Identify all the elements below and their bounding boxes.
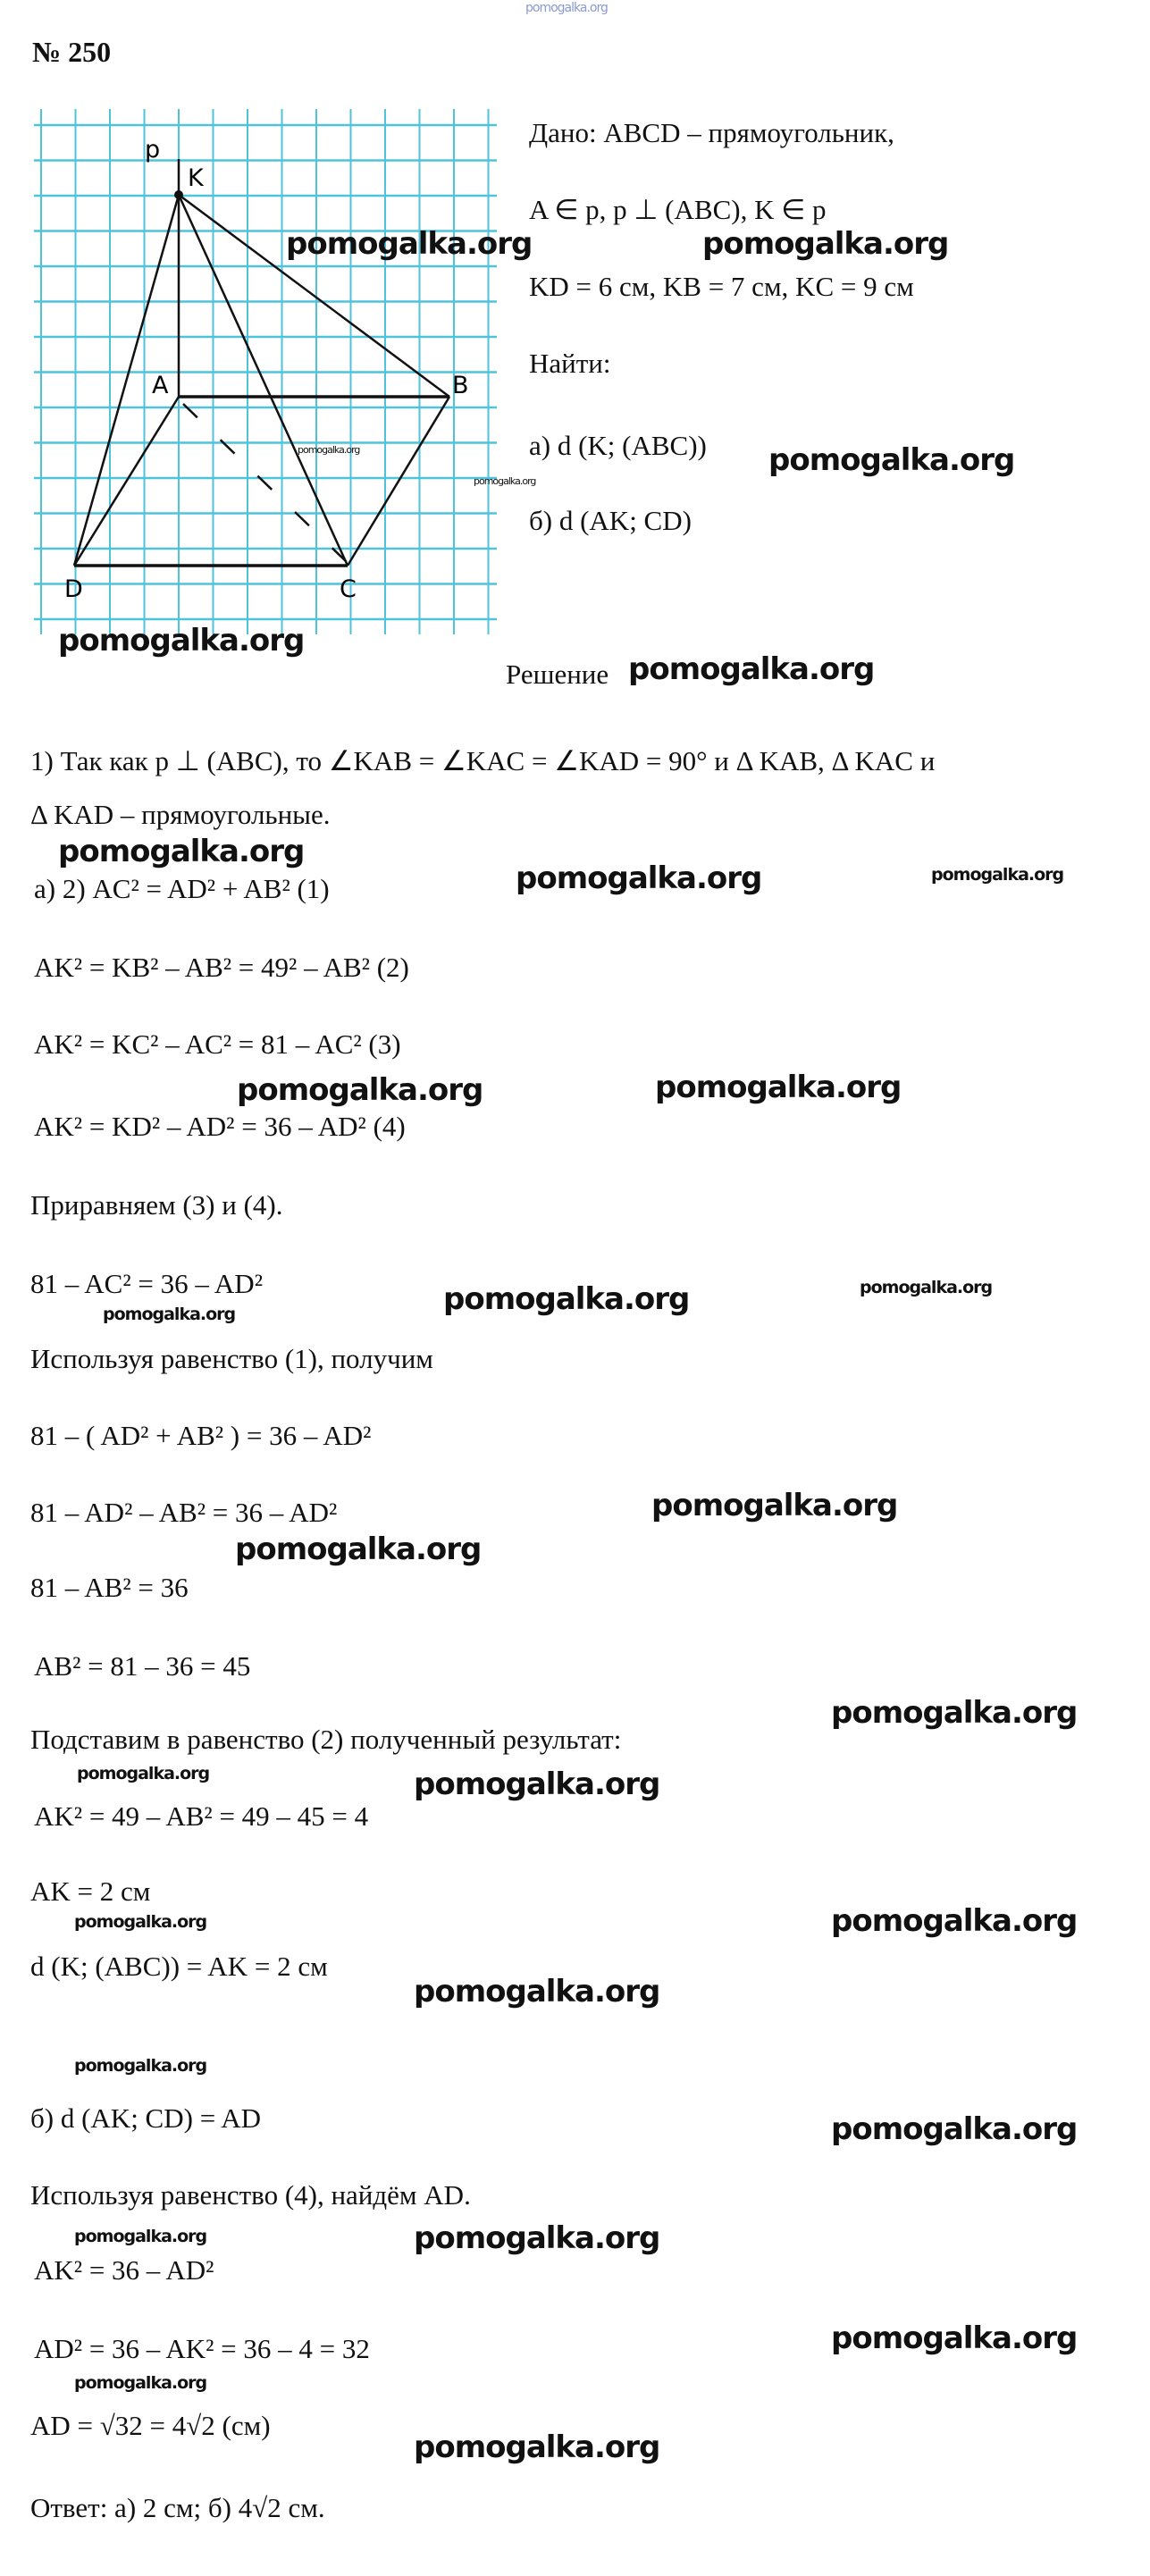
watermark: pomogalka.org xyxy=(414,1974,660,2010)
label-B: B xyxy=(452,372,469,399)
watermark: pomogalka.org xyxy=(77,1764,210,1783)
task-number: № 250 xyxy=(32,36,112,68)
watermark: pomogalka.org xyxy=(74,2227,207,2246)
watermark: pomogalka.org xyxy=(298,444,360,456)
watermark: pomogalka.org xyxy=(286,226,533,262)
watermark: pomogalka.org xyxy=(768,442,1015,478)
solution-line: Ответ: а) 2 см; б) 4√2 см. xyxy=(30,2492,325,2523)
solution-line: 81 – AC² = 36 – AD² xyxy=(30,1268,263,1299)
label-C: C xyxy=(340,575,357,603)
watermark: pomogalka.org xyxy=(103,1305,236,1324)
solution-line: 81 – AD² – AB² = 36 – AD² xyxy=(30,1497,338,1528)
watermark: pomogalka.org xyxy=(860,1278,993,1297)
given-line: а) d (K; (ABC)) xyxy=(529,430,707,461)
given-line: A ∈ p, p ⊥ (ABC), K ∈ p xyxy=(529,194,827,225)
header-watermark: pomogalka.org xyxy=(525,1,608,15)
given-line: KD = 6 см, KB = 7 см, KC = 9 см xyxy=(529,271,914,302)
watermark: pomogalka.org xyxy=(74,1912,207,1932)
edge-KB xyxy=(179,195,449,397)
solution-line: а) 2) AC² = AD² + AB² (1) xyxy=(34,873,330,904)
solution-line: AK² = 49 – AB² = 49 – 45 = 4 xyxy=(34,1800,369,1832)
solution-line: 81 – ( AD² + AB² ) = 36 – AD² xyxy=(30,1420,372,1451)
watermark: pomogalka.org xyxy=(628,651,875,687)
watermark: pomogalka.org xyxy=(831,1903,1078,1939)
solution-line: Δ KAD – прямоугольные. xyxy=(30,799,331,830)
solution-line: AK² = KC² – AC² = 81 – AC² (3) xyxy=(34,1028,401,1060)
watermark: pomogalka.org xyxy=(516,860,762,896)
geometry-diagram xyxy=(0,0,500,643)
solution-line: 1) Так как p ⊥ (ABC), то ∠KAB = ∠KAC = ∠KAD = 90° и Δ KAB, Δ KAC и xyxy=(30,745,936,776)
solution-heading: Решение xyxy=(506,659,609,690)
solution-line: AD = √32 = 4√2 (см) xyxy=(30,2410,271,2441)
solution-line: Используя равенство (4), найдём AD. xyxy=(30,2179,471,2211)
watermark: pomogalka.org xyxy=(655,1070,902,1105)
point-K xyxy=(174,190,183,199)
watermark: pomogalka.org xyxy=(74,2056,207,2076)
watermark: pomogalka.org xyxy=(237,1072,483,1108)
solution-line: б) d (AK; CD) = AD xyxy=(30,2102,261,2134)
solution-line: d (K; (ABC)) = AK = 2 см xyxy=(30,1951,328,1982)
watermark: pomogalka.org xyxy=(414,1766,660,1802)
solution-line: 81 – AB² = 36 xyxy=(30,1572,189,1603)
solution-line: AD² = 36 – AK² = 36 – 4 = 32 xyxy=(34,2333,370,2364)
watermark: pomogalka.org xyxy=(831,1695,1078,1731)
solution-line: AK² = 36 – AD² xyxy=(34,2254,214,2286)
watermark: pomogalka.org xyxy=(414,2429,660,2465)
watermark: pomogalka.org xyxy=(474,475,536,487)
watermark: pomogalka.org xyxy=(651,1488,898,1523)
edge-AD xyxy=(74,397,179,566)
watermark: pomogalka.org xyxy=(58,834,305,869)
label-A: A xyxy=(152,372,169,399)
watermark: pomogalka.org xyxy=(58,623,305,659)
watermark: pomogalka.org xyxy=(702,226,949,262)
given-line: Найти: xyxy=(529,348,611,379)
watermark: pomogalka.org xyxy=(74,2373,207,2393)
diagonal-AC-dashed xyxy=(183,404,348,563)
watermark: pomogalka.org xyxy=(931,865,1064,885)
solution-line: Используя равенство (1), получим xyxy=(30,1343,433,1374)
watermark: pomogalka.org xyxy=(443,1281,690,1317)
solution-line: AK² = KD² – AD² = 36 – AD² (4) xyxy=(34,1111,406,1142)
label-p: p xyxy=(145,136,161,164)
watermark: pomogalka.org xyxy=(414,2220,660,2256)
given-line: Дано: ABCD – прямоугольник, xyxy=(529,117,894,148)
solution-line: AK = 2 см xyxy=(30,1875,151,1907)
edge-BC xyxy=(348,397,449,566)
watermark: pomogalka.org xyxy=(831,2111,1078,2147)
solution-line: AB² = 81 – 36 = 45 xyxy=(34,1650,251,1682)
solution-line: Приравняем (3) и (4). xyxy=(30,1189,283,1221)
label-D: D xyxy=(64,575,83,603)
solution-line: AK² = KB² – AB² = 49² – AB² (2) xyxy=(34,952,409,983)
watermark: pomogalka.org xyxy=(831,2320,1078,2356)
given-line: б) d (AK; CD) xyxy=(529,505,692,536)
solution-line: Подставим в равенство (2) полученный результат: xyxy=(30,1724,622,1755)
label-K: K xyxy=(188,164,204,192)
grid xyxy=(34,109,497,634)
watermark: pomogalka.org xyxy=(235,1531,482,1567)
